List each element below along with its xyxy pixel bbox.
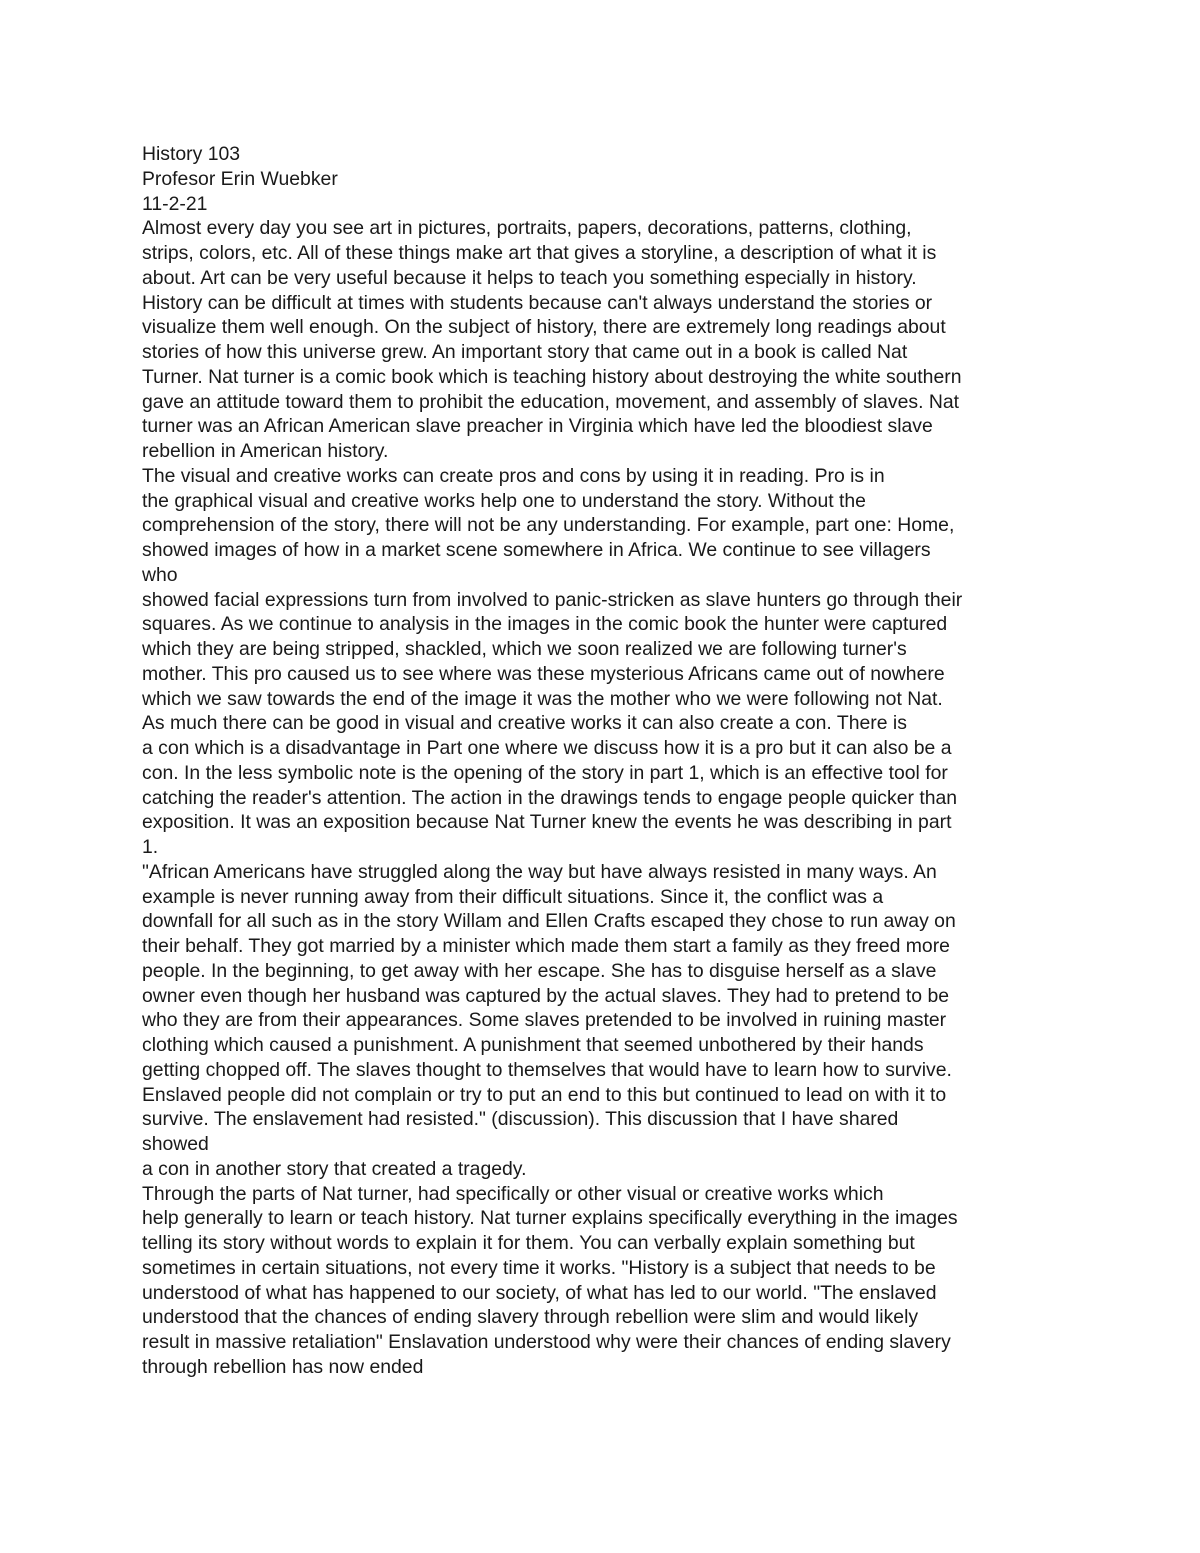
essay-line: the graphical visual and creative works help one to understand the story. Without the [142, 489, 866, 512]
essay-line: turner was an African American slave preacher in Virginia which have led the bloodiest slave [142, 415, 933, 438]
essay-line: stories of how this universe grew. An important story that came out in a book is called Nat [142, 341, 908, 363]
essay-line: understood of what has happened to our society, of what has led to our world. "The enslaved [142, 1281, 937, 1304]
essay-line: squares. As we continue to analysis in the images in the comic book the hunter were captured [142, 613, 948, 636]
essay-body [142, 216, 1102, 1404]
essay-line: showed facial expressions turn from involved to panic-stricken as slave hunters go through their [142, 588, 963, 611]
essay-line: gave an attitude toward them to prohibit the education, movement, and assembly of slaves. Nat [142, 390, 960, 413]
essay-line: owner even though her husband was captured by the actual slaves. They had to pretend to be [142, 984, 950, 1007]
essay-line: "African Americans have struggled along the way but have always resisted in many ways. An [142, 860, 937, 883]
essay-line: 1. [142, 836, 159, 858]
essay-line: telling its story without words to explain it for them. You can verbally explain something but [142, 1232, 915, 1254]
essay-line: sometimes in certain situations, not every time it works. "History is a subject that needs to be [142, 1256, 936, 1279]
essay-line: exposition. It was an exposition because Nat Turner knew the events he was describing in part [142, 811, 952, 834]
essay-line: example is never running away from their difficult situations. Since it, the conflict was a [142, 885, 884, 908]
essay-line: Turner. Nat turner is a comic book which is teaching history about destroying the white southern [142, 365, 962, 388]
essay-line: downfall for all such as in the story Willam and Ellen Crafts escaped they chose to run away on [142, 910, 956, 933]
essay-line: people. In the beginning, to get away with her escape. She has to disguise herself as a slave [142, 959, 937, 982]
essay-line: help generally to learn or teach history. Nat turner explains specifically everything in the images [142, 1207, 958, 1230]
essay-line: rebellion in American history. [142, 440, 389, 462]
essay-line: showed [142, 1133, 209, 1155]
essay-line: clothing which caused a punishment. A punishment that seemed unbothered by their hands [142, 1034, 924, 1056]
course-title: History 103 [142, 143, 241, 165]
essay-line: which they are being stripped, shackled, which we soon realized we are following turner's [142, 638, 907, 660]
essay-line: showed images of how in a market scene somewhere in Africa. We continue to see villagers [142, 539, 931, 561]
essay-text [142, 142, 1102, 1404]
professor-name: Profesor Erin Wuebker [142, 167, 338, 190]
essay-line: which we saw towards the end of the image it was the mother who we were following not Nat. [142, 687, 943, 710]
essay-line: result in massive retaliation" Enslavation understood why were their chances of ending slavery [142, 1331, 951, 1353]
essay-line: mother. This pro caused us to see where was these mysterious Africans came out of nowhere [142, 662, 945, 685]
essay-line [142, 1380, 1102, 1405]
essay-line: History can be difficult at times with students because can't always understand the stories or [142, 291, 933, 314]
essay-line: a con in another story that created a tragedy. [142, 1157, 527, 1180]
essay-line: understood that the chances of ending slavery through rebellion were slim and would likely [142, 1306, 919, 1329]
essay-date: 11-2-21 [142, 192, 208, 215]
essay-line: getting chopped off. The slaves thought to themselves that would have to learn how to survive. [142, 1058, 952, 1081]
essay-line: who [142, 563, 178, 586]
essay-line: a con which is a disadvantage in Part one where we discuss how it is a pro but it can also be a [142, 737, 952, 759]
essay-line: As much there can be good in visual and creative works it can also create a con. There is [142, 712, 907, 735]
essay-line: through rebellion has now ended [142, 1355, 424, 1378]
essay-line: their behalf. They got married by a minister which made them start a family as they freed more [142, 935, 950, 957]
essay-line: The visual and creative works can create pros and cons by using it in reading. Pro is in [142, 464, 885, 487]
essay-line: strips, colors, etc. All of these things make art that gives a storyline, a description of what it is [142, 242, 937, 264]
essay-line: Enslaved people did not complain or try to put an end to this but continued to lead on with it to [142, 1083, 947, 1106]
essay-line: Through the parts of Nat turner, had specifically or other visual or creative works which [142, 1182, 884, 1205]
essay-line: survive. The enslavement had resisted." (discussion). This discussion that I have shared [142, 1108, 899, 1131]
essay-line: Almost every day you see art in pictures, portraits, papers, decorations, patterns, clothing, [142, 217, 912, 240]
essay-line: visualize them well enough. On the subject of history, there are extremely long readings about [142, 316, 946, 339]
essay-line: about. Art can be very useful because it helps to teach you something especially in history. [142, 266, 917, 289]
essay-line: who they are from their appearances. Some slaves pretended to be involved in ruining master [142, 1009, 947, 1032]
essay-line: comprehension of the story, there will not be any understanding. For example, part one: Home, [142, 514, 955, 537]
essay-line: con. In the less symbolic note is the opening of the story in part 1, which is an effective tool for [142, 761, 948, 784]
essay-line: catching the reader's attention. The action in the drawings tends to engage people quicker than [142, 786, 958, 809]
